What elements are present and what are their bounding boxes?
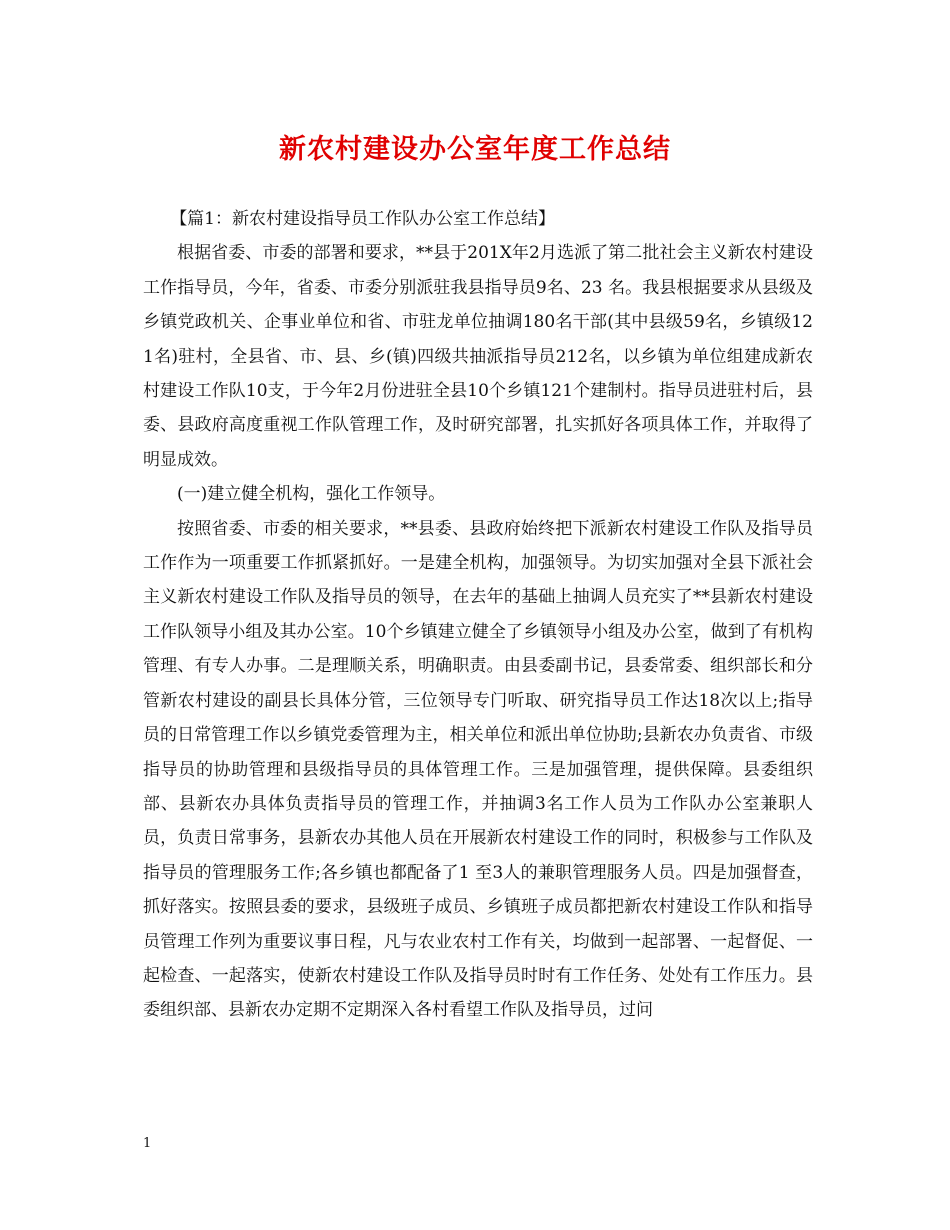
paragraph-measures: 按照省委、市委的相关要求，**县委、县政府始终把下派新农村建设工作队及指导员工作作为一项重要工作抓紧抓好。一是建全机构，加强领导。为切实加强对全县下派社会主义新农村建设工作队及指导员的领导，在去年的基础上抽调人员充实了**县新农村建设工作队领导小组及其办公室。10个乡镇建立健全了乡镇领导小组及办公室，做到了有机构管理、有专人办事。二是理顺关系，明确职责。由县委副书记，县委常委、组织部长和分管新农村建设的副县长具体分管，三位领导专门听取、研究指导员工作达18次以上;指导员的日常管理工作以乡镇党委管理为主，相关单位和派出单位协助;县新农办负责省、市级指导员的协助管理和县级指导员的具体管理工作。三是加强管理，提供保障。县委组织部、县新农办具体负责指导员的管理工作，并抽调3名工作人员为工作队办公室兼职人员，负责日常事务，县新农办其他人员在开展新农村建设工作的同时，积极参与工作队及指导员的管理服务工作;各乡镇也都配备了1 至3人的兼职管理服务人员。四是加强督查，抓好落实。按照县委的要求，县级班子成员、乡镇班子成员都把新农村建设工作队和指导员管理工作列为重要议事日程，凡与农业农村工作有关，均做到一起部署、一起督促、一起检查、一起落实，使新农村建设工作队及指导员时时有工作任务、处处有工作压力。县委组织部、县新农办定期不定期深入各村看望工作队及指导员，过问 xyxy=(143,518,813,1021)
document-title: 新农村建设办公室年度工作总结 xyxy=(279,134,671,165)
page-number: 1 xyxy=(143,1136,152,1151)
section-heading: 【篇1：新农村建设指导员工作队办公室工作总结】 xyxy=(170,209,556,229)
document-body xyxy=(143,202,813,1028)
paragraph-intro: 根据省委、市委的部署和要求，**县于201X年2月选派了第二批社会主义新农村建设工作指导员，今年，省委、市委分别派驻我县指导员9名、23 名。我县根据要求从县级及乡镇党政机关、企事业单位和省、市驻龙单位抽调180名干部(其中县级59名，乡镇级121名)驻村，全县省、市、县、乡(镇)四级共抽派指导员212名，以乡镇为单位组建成新农村建设工作队10支，于今年2月份进驻全县10个乡镇121个建制村。指导员进驻村后，县委、县政府高度重视工作队管理工作，及时研究部署，扎实抓好各项具体工作，并取得了明显成效。 xyxy=(143,243,813,470)
subheading-establish-organization: (一)建立健全机构，强化工作领导。 xyxy=(177,484,446,505)
